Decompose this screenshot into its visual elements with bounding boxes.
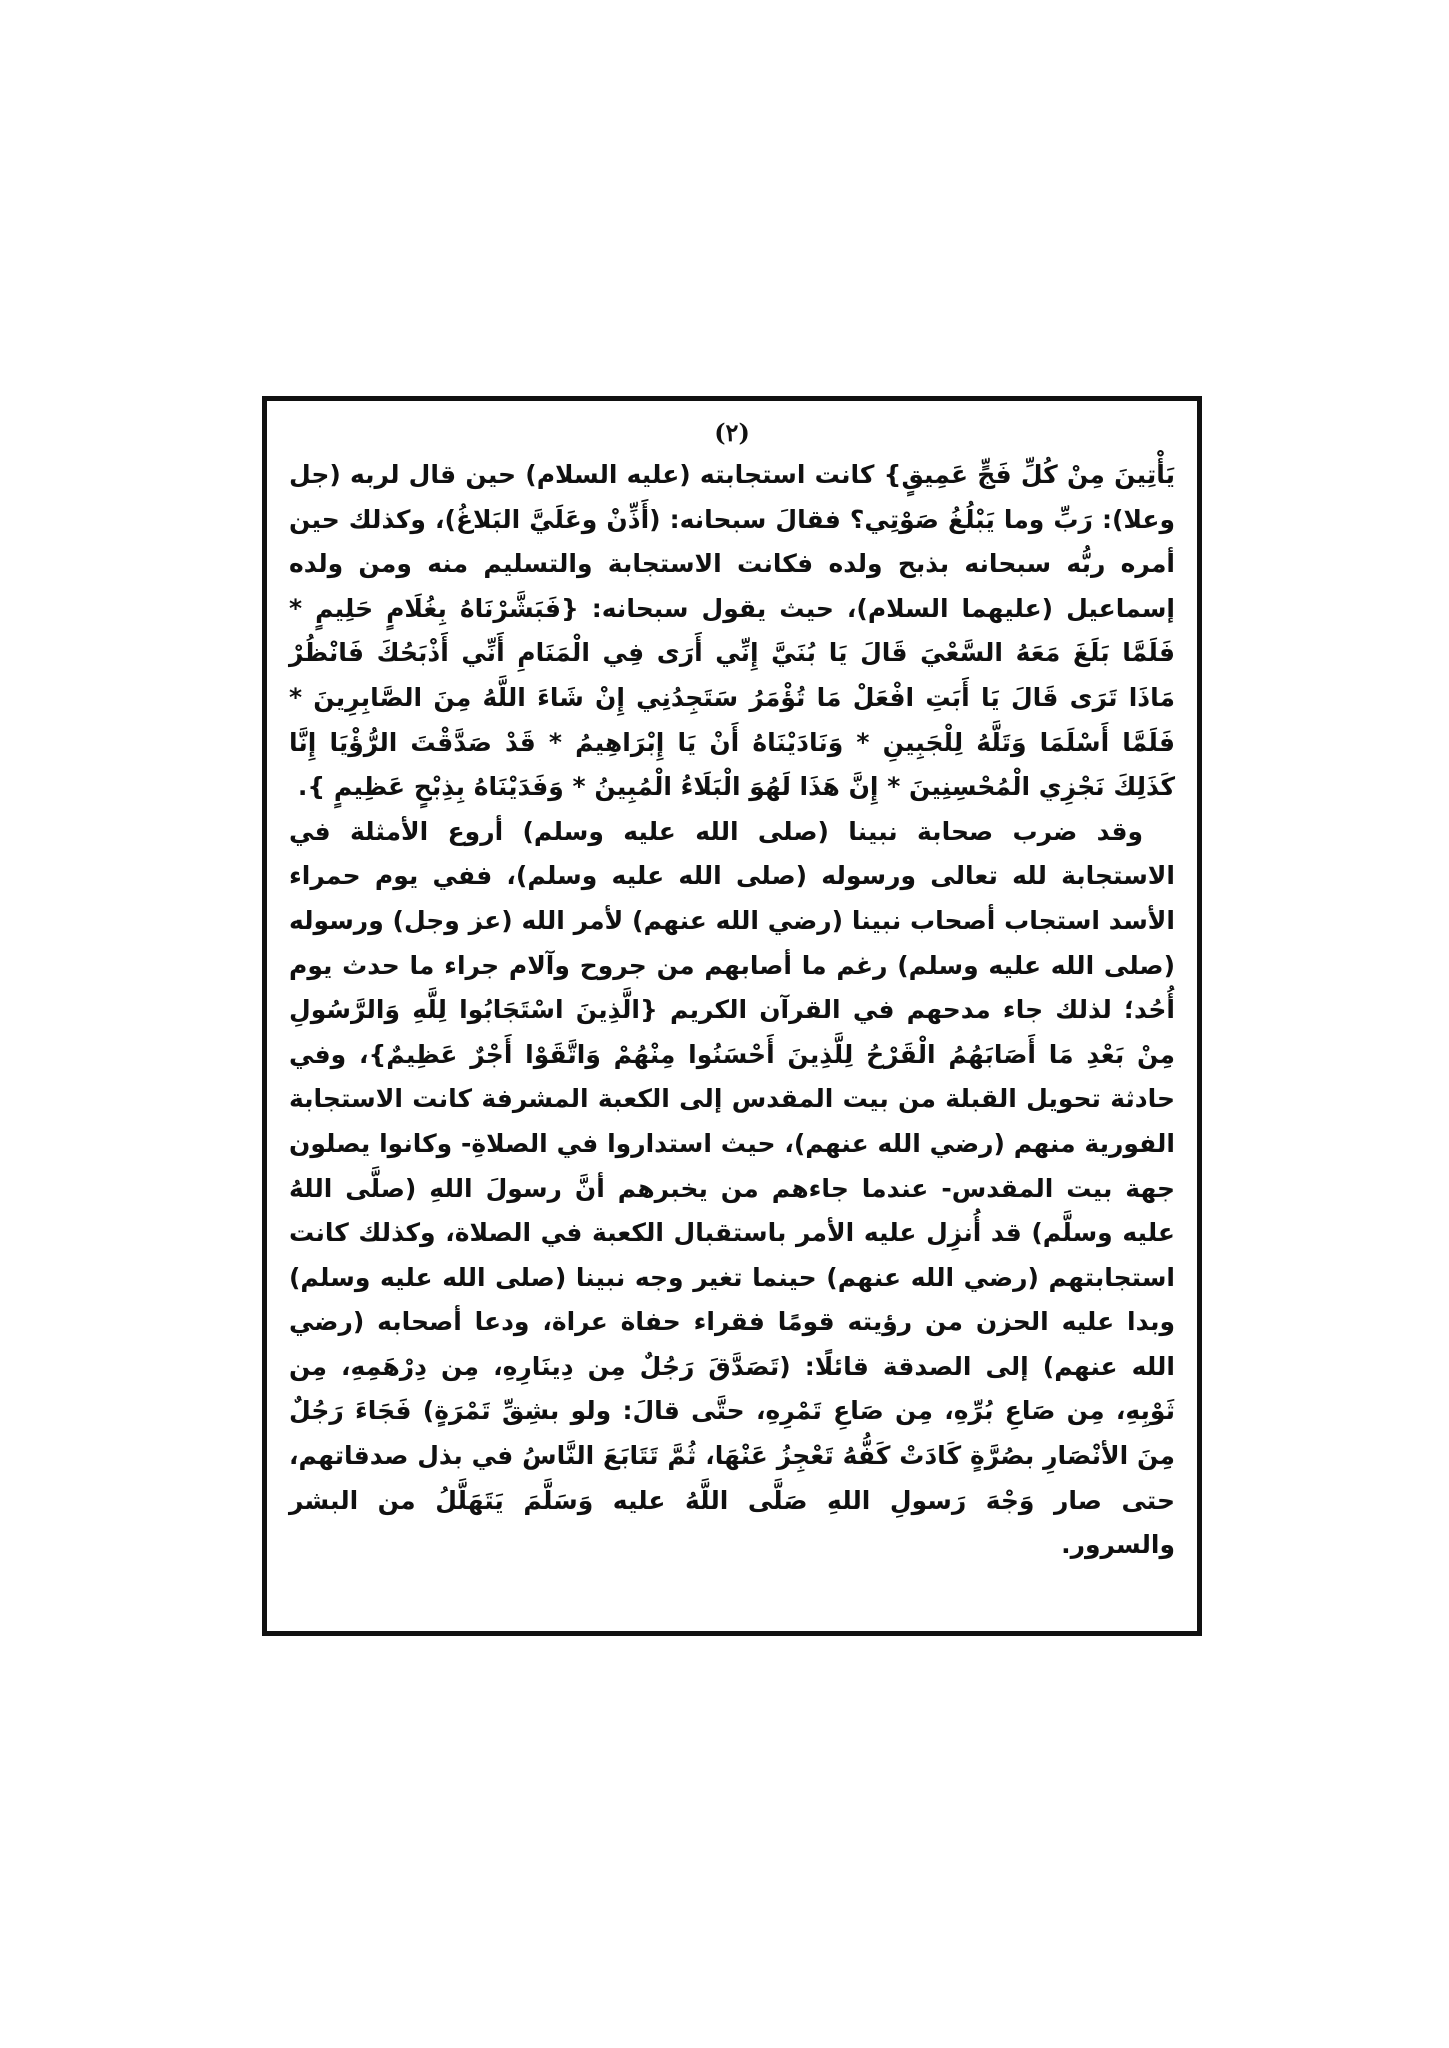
page-border-frame bbox=[262, 396, 1202, 1636]
body-text bbox=[289, 453, 1175, 1568]
paragraph-2: وقد ضرب صحابة نبينا (صلى الله عليه وسلم) أروع الأمثلة في الاستجابة لله تعالى ورسوله (صلى الله عليه وسلم)، ففي يوم حمراء الأسد استجاب أصحاب نبينا (رضي الله عنهم) لأمر الله (عز وجل) ورسوله (صلى الله عليه وسلم) رغم ما أصابهم من جروح وآلام جراء ما حدث يوم أُحُد؛ لذلك جاء مدحهم في القرآن الكريم {الَّذِينَ اسْتَجَابُوا لِلَّهِ وَالرَّسُولِ مِنْ بَعْدِ مَا أَصَابَهُمُ الْقَرْحُ لِلَّذِينَ أَحْسَنُوا مِنْهُمْ وَاتَّقَوْا أَجْرٌ عَظِيمٌ}، وفي حادثة تحويل القبلة من بيت المقدس إلى الكعبة المشرفة كانت الاستجابة الفورية منهم (رضي الله عنهم)، حيث استداروا في الصلاةِ- وكانوا يصلون جهة بيت المقدس- عندما جاءهم من يخبرهم أنَّ رسولَ اللهِ (صلَّى اللهُ عليه وسلَّم) قد أُنزِل عليه الأمر باستقبال الكعبة في الصلاة، وكذلك كانت استجابتهم (رضي الله عنهم) حينما تغير وجه نبينا (صلى الله عليه وسلم) وبدا عليه الحزن من رؤيته قومًا فقراء حفاة عراة، ودعا أصحابه (رضي الله عنهم) إلى الصدقة قائلًا: (تَصَدَّقَ رَجُلٌ مِن دِينَارِهِ، مِن دِرْهَمِهِ، مِن ثَوْبِهِ، مِن صَاعِ بُرِّهِ، مِن صَاعِ تَمْرِهِ، حتَّى قالَ: ولو بشِقِّ تَمْرَةٍ) فَجَاءَ رَجُلٌ مِنَ الأنْصَارِ بصُرَّةٍ كَادَتْ كَفُّهُ تَعْجِزُ عَنْهَا، ثُمَّ تَتَابَعَ النَّاسُ في بذل صدقاتهم، حتى صار وَجْهَ رَسولِ اللهِ صَلَّى اللَّهُ عليه وَسَلَّمَ يَتَهَلَّلُ من البشر والسرور. bbox=[289, 816, 1175, 1560]
paragraph-1: يَأْتِينَ مِنْ كُلِّ فَجٍّ عَمِيقٍ} كانت استجابته (عليه السلام) حين قال لربه (جل وعلا): رَبِّ وما يَبْلُغُ صَوْتِي؟ فقالَ سبحانه: (أَذِّنْ وعَلَيَّ البَلاغُ)، وكذلك حين أمره ربُّه سبحانه بذبح ولده فكانت الاستجابة والتسليم منه ومن ولده إسماعيل (عليهما السلام)، حيث يقول سبحانه: {فَبَشَّرْنَاهُ بِغُلَامٍ حَلِيمٍ * فَلَمَّا بَلَغَ مَعَهُ السَّعْيَ قَالَ يَا بُنَيَّ إِنِّي أَرَى فِي الْمَنَامِ أَنِّي أَذْبَحُكَ فَانْظُرْ مَاذَا تَرَى قَالَ يَا أَبَتِ افْعَلْ مَا تُؤْمَرُ سَتَجِدُنِي إِنْ شَاءَ اللَّهُ مِنَ الصَّابِرِينَ * فَلَمَّا أَسْلَمَا وَتَلَّهُ لِلْجَبِينِ * وَنَادَيْنَاهُ أَنْ يَا إِبْرَاهِيمُ * قَدْ صَدَّقْتَ الرُّؤْيَا إِنَّا كَذَلِكَ نَجْزِي الْمُحْسِنِينَ * إِنَّ هَذَا لَهُوَ الْبَلَاءُ الْمُبِينُ * وَفَدَيْنَاهُ بِذِبْحٍ عَظِيمٍ }. bbox=[289, 460, 1175, 802]
page-number: (٢) bbox=[714, 418, 750, 447]
